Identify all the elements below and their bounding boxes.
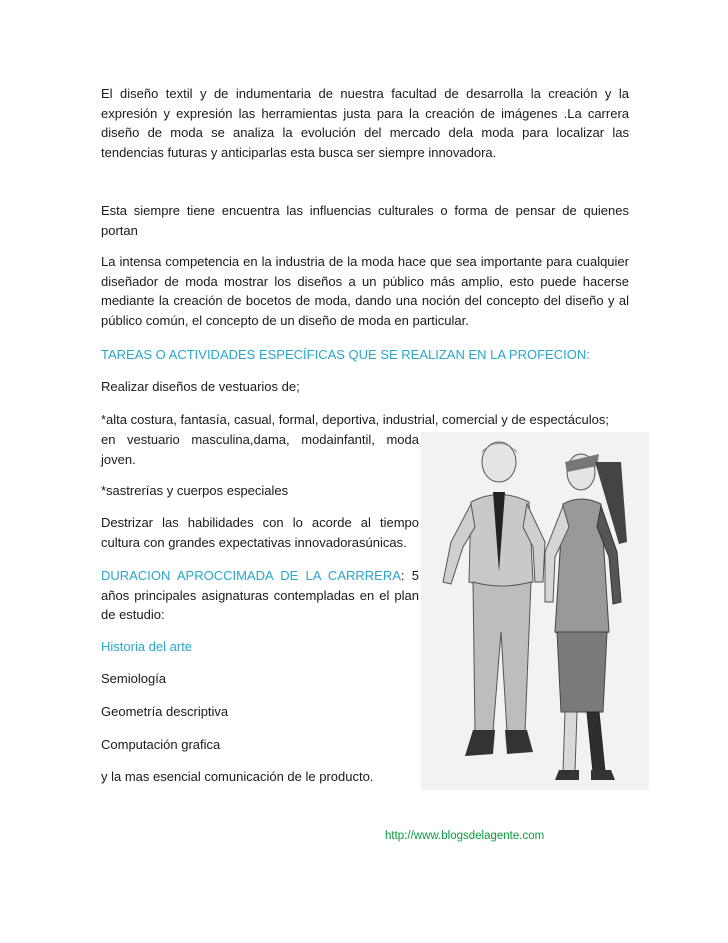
subject-history-of-art: Historia del arte: [101, 639, 193, 654]
tasks-intro: Realizar diseños de vestuarios de;: [101, 379, 300, 394]
subject-semiology: Semiología: [101, 671, 167, 686]
subject-computer-graphics: Computación grafica: [101, 737, 221, 752]
tasks-heading: TAREAS O ACTIVIDADES ESPECÍFICAS QUE SE REALIZAN EN LA PROFECION:: [101, 347, 590, 362]
duration-paragraph: [101, 566, 419, 625]
closing-line: y la mas esencial comunicación de le producto.: [101, 769, 374, 784]
influences-paragraph: Esta siempre tiene encuentra las influencias culturales o forma de pensar de quienes portan: [101, 203, 629, 238]
skills-paragraph: Destrizar las habilidades con lo acorde al tiempo cultura con grandes expectativas innovadorasúnicas.: [101, 515, 419, 550]
footer-link[interactable]: http://www.blogsdelagente.com: [385, 830, 545, 842]
intro-paragraph: El diseño textil y de indumentaria de nuestra facultad de desarrolla la creación y la expresión y expresión las herramientas justa para la creación de imágenes .La carrera diseño de moda se analiza la evolución del mercado dela moda para localizar las tendencias futuras y anticiparlas esta busca ser siempre innovadora.: [101, 86, 629, 160]
task-item-1-line-1: *alta costura, fantasía, casual, formal, deportiva, industrial, comercial y de espectáculos;: [101, 412, 609, 427]
task-item-2: *sastrerías y cuerpos especiales: [101, 483, 289, 498]
duration-label: DURACION APROCCIMADA DE LA CARRRERA: [101, 568, 401, 583]
task-item-1-line-2: en vestuario masculina,dama, modainfantil, moda joven.: [101, 432, 419, 467]
competition-paragraph: La intensa competencia en la industria de la moda hace que sea importante para cualquier diseñador de moda mostrar los diseños a un público más amplio, esto puede hacerse mediante la creación de bocetos de moda, dando una noción del concepto del diseño y al público común, el concepto de un diseño de moda en particular.: [101, 254, 629, 328]
subject-descriptive-geometry: Geometría descriptiva: [101, 704, 229, 719]
duration-text: : 5 años principales asignaturas contempladas en el plan de estudio:: [101, 568, 419, 622]
fashion-sketch-illustration: [421, 432, 649, 790]
